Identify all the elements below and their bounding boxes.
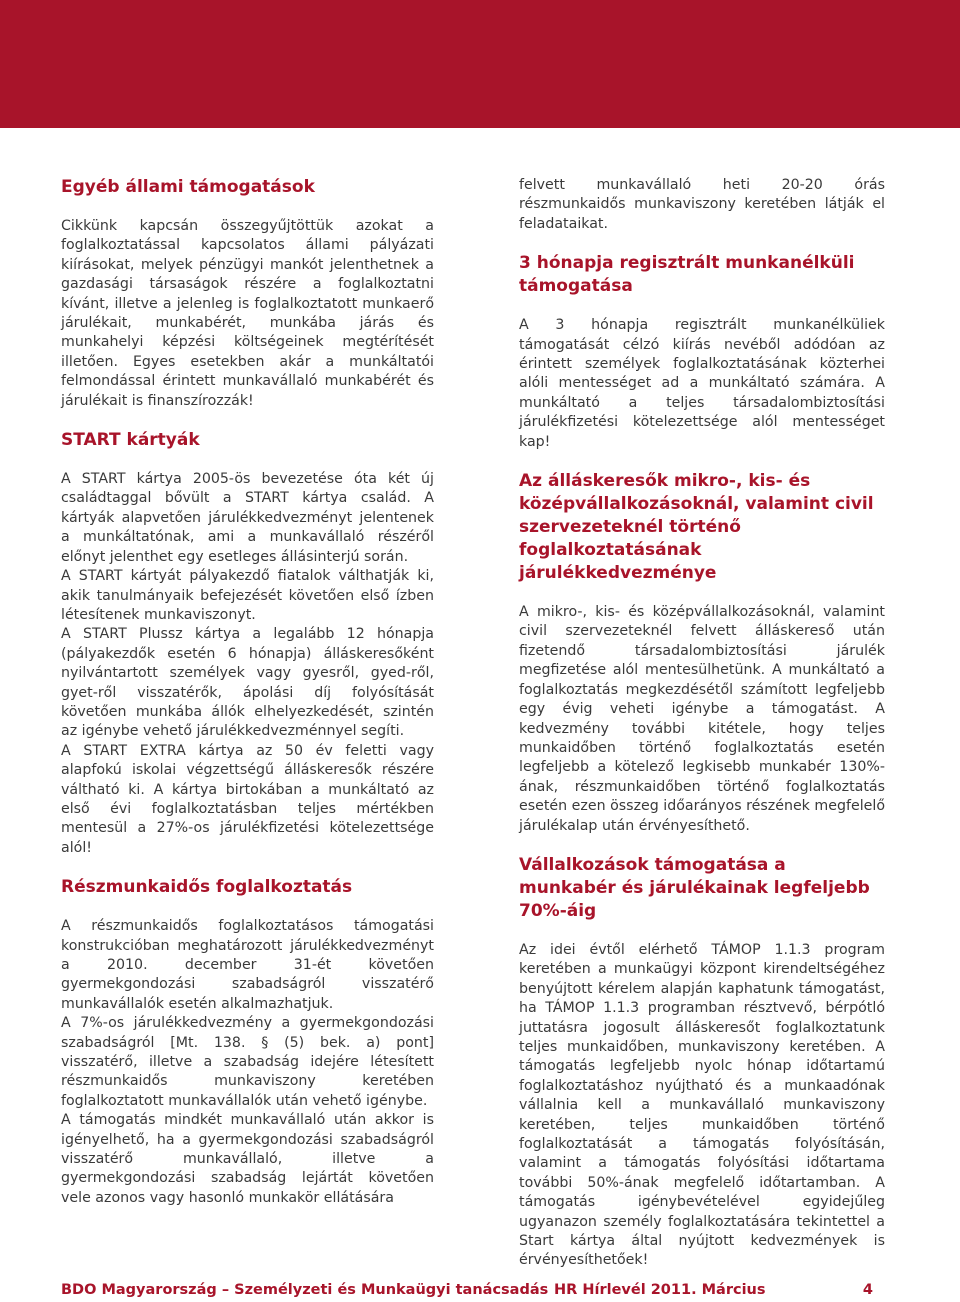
paragraph: A mikro-, kis- és középvállalkozásoknál, valamint civil szervezeteknél felvett álláskereső után fizetendő társadalombiztosítási járulék megfizetése alól mentesülhetünk. A munkáltató a foglalkoztatás megkezdésétől számított legfeljebb egy évig veheti igénybe a támogatást. A kedvezmény további kitétele, hogy teljes munkaidőben történő foglalkoztatás esetén legfeljebb a kötelező legkisebb munkabér 130%-ának, részmunkaidőben történő foglalkoztatás esetén ezen összeg időarányos részének megfelelő járulékalap után érvényesíthető. bbox=[519, 604, 885, 834]
paragraph: A részmunkaidős foglalkoztatásos támogatási konstrukcióban meghatározott járulékkedvezményt a 2010. december 31-ét követően gyermekgondozási szabadságról visszatérő munkavállalók esetén alkalmazhatjuk. bbox=[61, 918, 434, 1012]
section-title-other-state-support: Egyéb állami támogatások bbox=[61, 177, 315, 197]
section-title-start-cards: START kártyák bbox=[61, 430, 200, 451]
right-column bbox=[519, 176, 885, 1289]
section-title-business-support-70: Vállalkozások támogatása a munkabér és járulékainak legfeljebb 70%-áig bbox=[519, 854, 870, 921]
paragraph: Cikkünk kapcsán összegyűjtöttük azokat a foglalkoztatással kapcsolatos állami pályázati kiírásokat, melyek pénzügyi mankót jelenthetnek a gazdasági társaságok részére a foglalkoztatni kívánt, illetve a jelenleg is foglalkoztatott munkaerő járulékait, munkabérét, munkába járás és munkahelyi képzési költségeinek megtérítését illetően. Egyes esetekben akár a munkáltatói felmondással érintett munkavállaló munkabérét és járulékait is finanszírozzák! bbox=[61, 218, 434, 409]
section-title-3-month-unemployed: 3 hónapja regisztrált munkanélküli támogatása bbox=[519, 253, 855, 297]
paragraph: A 7%-os járulékkedvezmény a gyermekgondozási szabadságról [Mt. 138. § (5) bek. a) pont] visszatérő, illetve a szabadság idejére létesített részmunkaidős munkaviszony keretében foglalkoztatott munkavállalók után vehető igénybe. bbox=[61, 1015, 434, 1109]
paragraph: A támogatás mindkét munkavállaló után akkor is igényelhető, ha a gyermekgondozási szabadságról visszatérő munkavállaló, illetve a gyermekgondozási szabadság lejártát követően vele azonos vagy hasonló munkakör ellátására bbox=[61, 1112, 434, 1206]
section-title-part-time: Részmunkaidős foglalkoztatás bbox=[61, 877, 353, 898]
page-number: 4 bbox=[862, 1282, 873, 1298]
paragraph: A START Plussz kártya a legalább 12 hónapja (pályakezdők esetén 6 hónapja) álláskeresőként nyilvántartott személyek vagy gyesről, gyed-ről, gyet-ről visszatérők, ápolási díj folyósítását követően munkába állók elhelyezkedését, szintén az igénybe vehető járulékkedvezménnyel segíti. bbox=[61, 626, 434, 740]
paragraph: A 3 hónapja regisztrált munkanélküliek támogatását célzó kiírás nevéből adódóan az érintett személyek foglalkoztatásának közterhei alóli mentességet ad a munkáltató számára. A munkáltató a teljes társadalombiztosítási járulékfizetési kötelezettsége alól mentességet kap! bbox=[519, 317, 885, 450]
header-band bbox=[0, 0, 960, 128]
paragraph: felvett munkavállaló heti 20-20 órás részmunkaidős munkaviszony keretében látják el feladataikat. bbox=[519, 177, 885, 232]
footer-newsletter: HR Hírlevél 2011. Március bbox=[554, 1282, 766, 1298]
paragraph: A START kártya 2005-ös bevezetése óta két új családtaggal bővült a START kártya család. A kártyák alapvetően járulékkedvezményt jelentenek a munkáltatónak, ami a munkavállaló részéről előnyt jelenthet egy esetleges állásinterjú során. bbox=[61, 471, 434, 565]
paragraph: A START kártyát pályakezdő fiatalok válthatják ki, akik tanulmányaik befejezését követően első ízben létesítenek munkaviszonyt. bbox=[61, 568, 434, 623]
section-title-sme-contribution-discount: Az álláskeresők mikro-, kis- és középvállalkozásoknál, valamint civil szervezeteknél történő foglalkoztatásának járulékkedvezménye bbox=[519, 471, 874, 584]
paragraph: A START EXTRA kártya az 50 év feletti vagy alapfokú iskolai végzettségű álláskeresők részére váltható ki. A kártya birtokában a munkáltató az első évi foglalkoztatásban teljes mértékben mentesül a 27%-os járulékfizetési kötelezettsége alól! bbox=[61, 742, 434, 856]
footer-company: BDO Magyarország – Személyzeti és Munkaügyi tanácsadás bbox=[61, 1282, 549, 1298]
paragraph: Az idei évtől elérhető TÁMOP 1.1.3 program keretében a munkaügyi központ kirendeltségéhez benyújtott kérelem alapján kaphatunk támogatást, ha TÁMOP 1.1.3 programban résztvevő, bérpótló juttatásra jogosult álláskeresőt foglalkoztatunk teljes munkaidőben, munkaviszony keretében. A támogatás legfeljebb nyolc hónap időtartamú foglalkoztatáshoz nyújtható és a munkaadónak vállalnia kell a munkavállaló munkaviszony keretében, teljes munkaidőben történő foglalkoztatását a támogatás folyósításán, valamint a támogatás folyósítási időtartama további 50%-ának megfelelő időtartamban. A támogatás igénybevételével egyidejűleg ugyanazon személy foglalkoztatására tekintettel a Start kártya által nyújtott kedvezmények is érvényesíthetőek! bbox=[519, 941, 885, 1269]
left-column bbox=[61, 176, 434, 1226]
